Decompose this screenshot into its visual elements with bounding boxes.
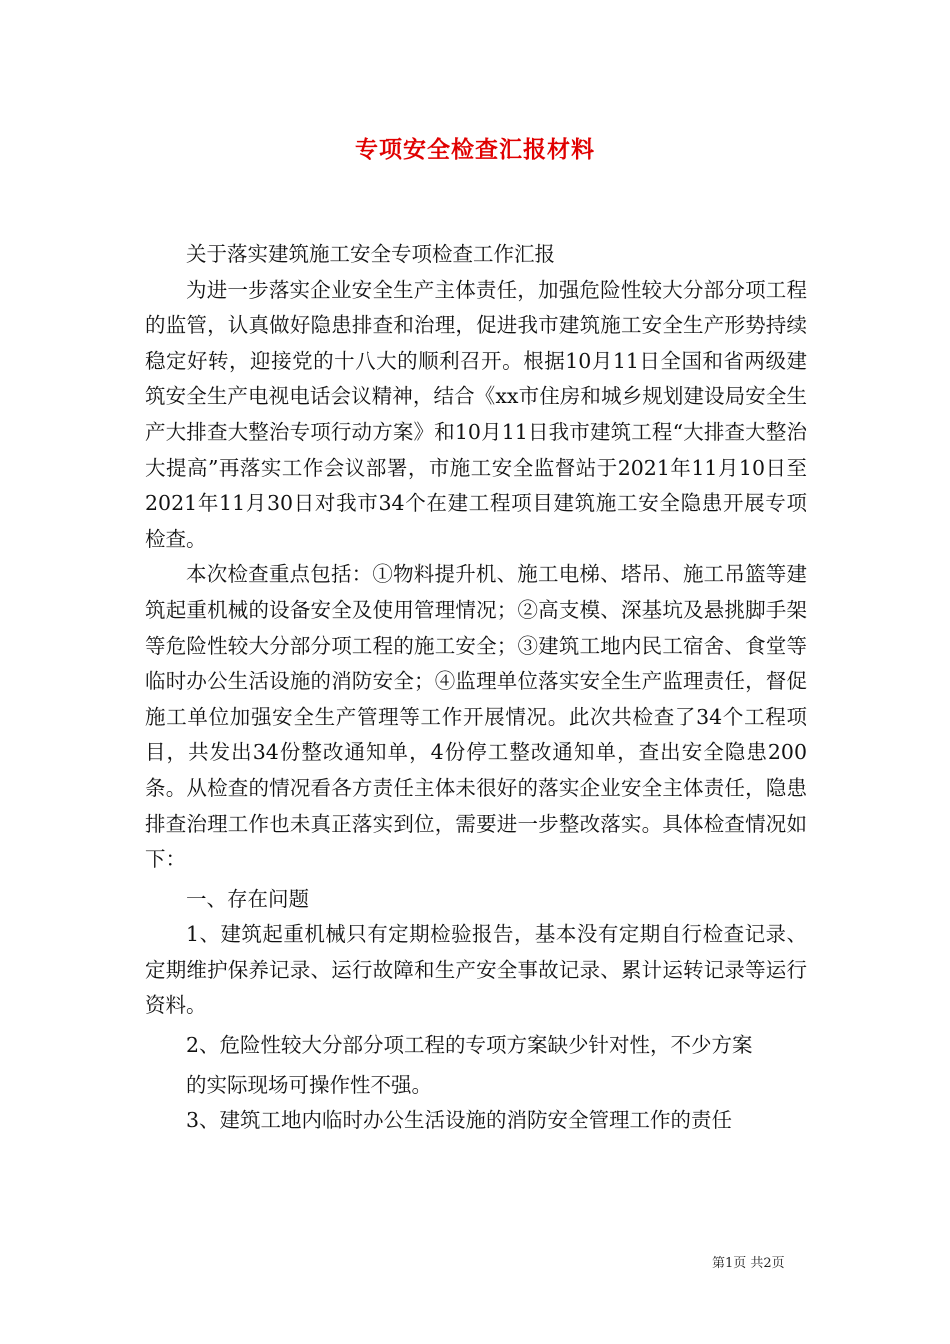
document-body xyxy=(145,237,807,1139)
document-title: 专项安全检查汇报材料 xyxy=(355,136,595,163)
paragraph-inspection-focus: 本次检查重点包括：①物料提升机、施工电梯、塔吊、施工吊篮等建筑起重机械的设备安全及使用管理情况；②高支模、深基坑及悬挑脚手架等危险性较大分部分项工程的施工安全；③建筑工地内民工宿舍、食堂等临时办公生活设施的消防安全；④监理单位落实安全生产监理责任，督促施工单位加强安全生产管理等工作开展情况。此次共检查了34个工程项目，共发出34份整改通知单，4份停工整改通知单，查出安全隐患200条。从检查的情况看各方责任主体未很好的落实企业安全主体责任，隐患排查治理工作也未真正落实到位，需要进一步整改落实。具体检查情况如下： xyxy=(145,562,807,872)
problem-item-1: 1、建筑起重机械只有定期检验报告，基本没有定期自行检查记录、定期维护保养记录、运行故障和生产安全事故记录、累计运转记录等运行资料。 xyxy=(145,922,807,1018)
report-subtitle: 关于落实建筑施工安全专项检查工作汇报 xyxy=(186,242,555,266)
section-heading-problems: 一、存在问题 xyxy=(186,886,309,911)
problem-item-3: 3、建筑工地内临时办公生活设施的消防安全管理工作的责任 xyxy=(186,1108,733,1133)
problem-item-2: 2、危险性较大分部分项工程的专项方案缺少针对性，不少方案 xyxy=(186,1033,753,1058)
page-number-footer: 第1页 共2页 xyxy=(712,1256,785,1271)
problem-item-2-continued: 的实际现场可操作性不强。 xyxy=(186,1072,432,1097)
paragraph-intro: 为进一步落实企业安全生产主体责任，加强危险性较大分部分项工程的监管，认真做好隐患排查和治理，促进我市建筑施工安全生产形势持续稳定好转，迎接党的十八大的顺利召开。根据10月11日全国和省两级建筑安全生产电视电话会议精神，结合《xx市住房和城乡规划建设局安全生产大排查大整治专项行动方案》和10月11日我市建筑工程“大排查大整治大提高”再落实工作会议部署，市施工安全监督站于2021年11月10日至2021年11月30日对我市34个在建工程项目建筑施工安全隐患开展专项检查。 xyxy=(145,277,807,551)
